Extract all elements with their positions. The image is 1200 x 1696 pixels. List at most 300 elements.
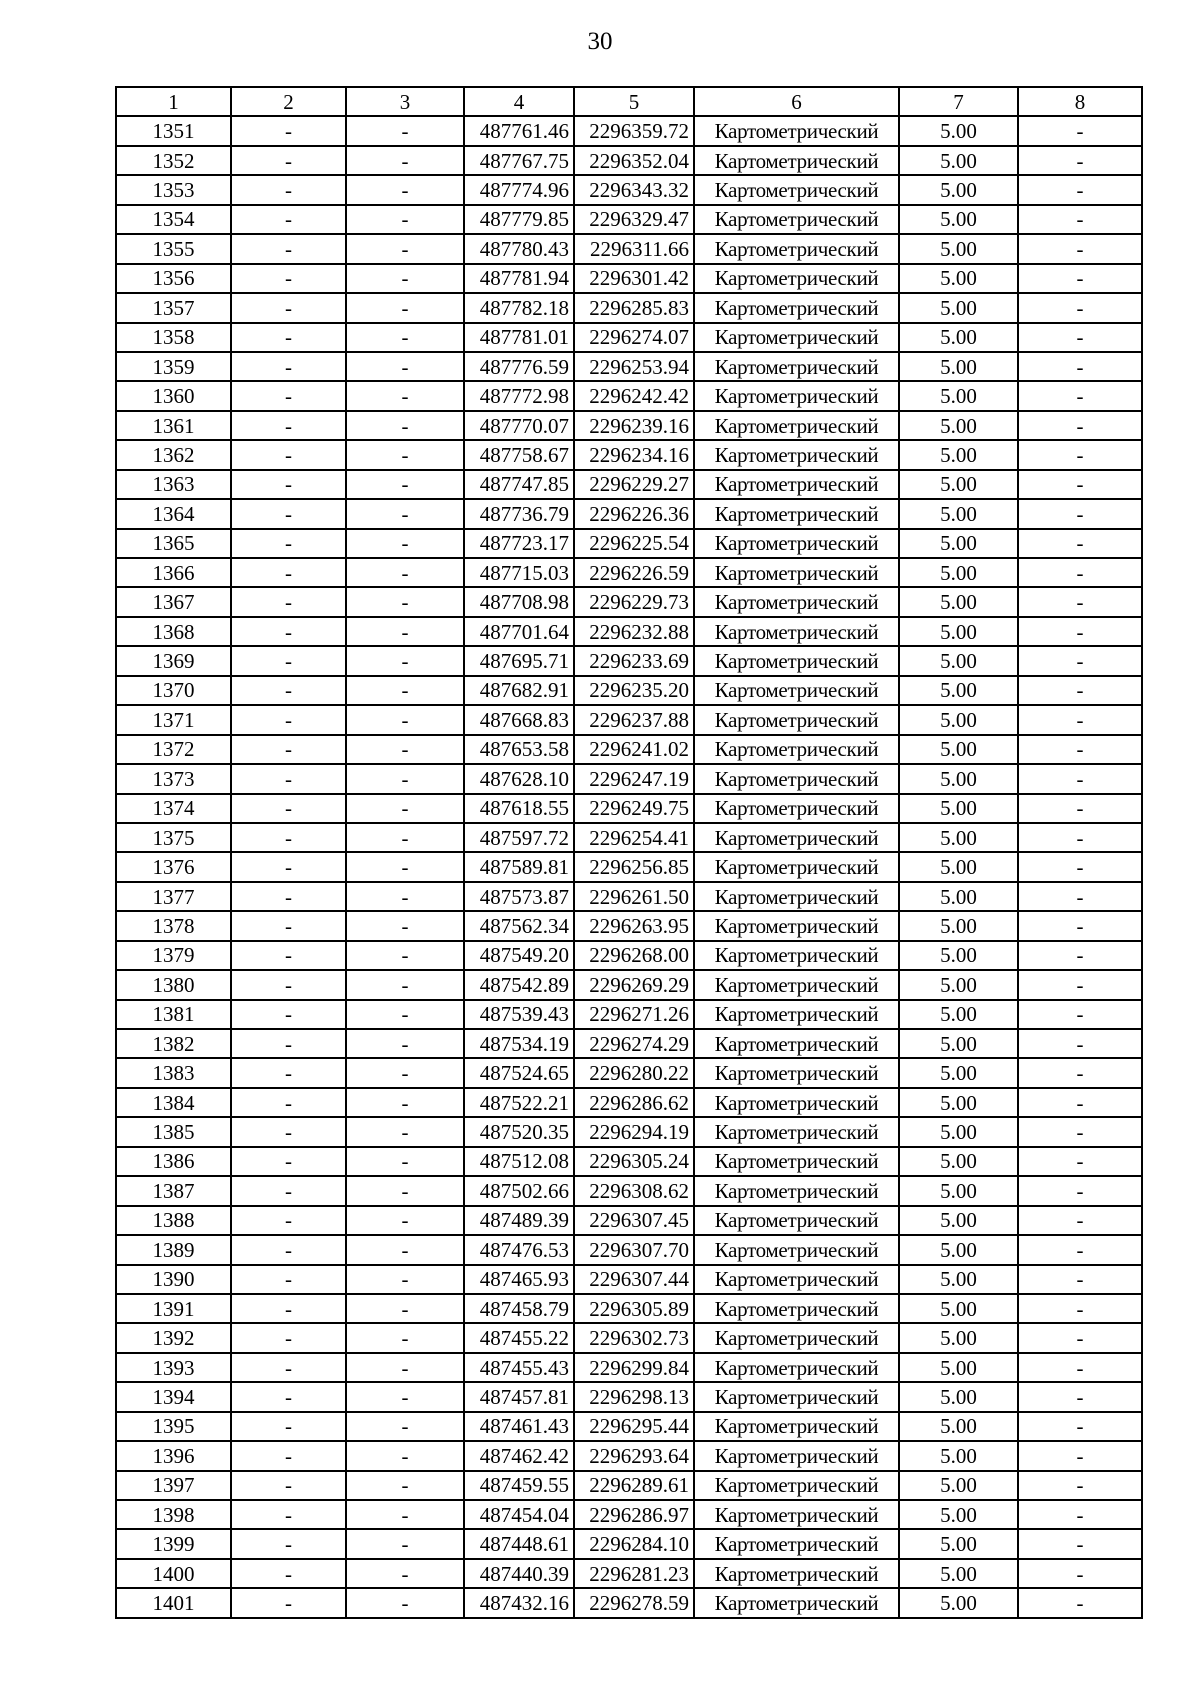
table-row <box>116 1029 1142 1058</box>
coord-y-cell: 2296234.16 <box>574 440 694 469</box>
point-number-cell: 1351 <box>116 116 231 145</box>
cell-3: - <box>346 381 464 410</box>
coord-y-cell: 2296269.29 <box>574 970 694 999</box>
cell-3: - <box>346 676 464 705</box>
table-row <box>116 1441 1142 1470</box>
method-cell: Картометрический <box>694 1265 899 1294</box>
point-number-cell: 1393 <box>116 1353 231 1382</box>
table-row <box>116 264 1142 293</box>
point-number-cell: 1368 <box>116 617 231 646</box>
point-number-cell: 1380 <box>116 970 231 999</box>
coord-x-cell: 487781.94 <box>464 264 574 293</box>
point-number-cell: 1388 <box>116 1206 231 1235</box>
coord-x-cell: 487695.71 <box>464 646 574 675</box>
coordinates-table <box>115 86 1143 1619</box>
method-cell: Картометрический <box>694 175 899 204</box>
coord-x-cell: 487455.43 <box>464 1353 574 1382</box>
coord-y-cell: 2296253.94 <box>574 352 694 381</box>
point-number-cell: 1381 <box>116 1000 231 1029</box>
cell-3: - <box>346 234 464 263</box>
point-number-cell: 1355 <box>116 234 231 263</box>
accuracy-cell: 5.00 <box>899 617 1018 646</box>
coord-x-cell: 487448.61 <box>464 1529 574 1558</box>
point-number-cell: 1359 <box>116 352 231 381</box>
point-number-cell: 1369 <box>116 646 231 675</box>
cell-8: - <box>1018 794 1142 823</box>
cell-3: - <box>346 146 464 175</box>
cell-8: - <box>1018 440 1142 469</box>
table-row <box>116 293 1142 322</box>
method-cell: Картометрический <box>694 146 899 175</box>
cell-2: - <box>231 1471 346 1500</box>
method-cell: Картометрический <box>694 882 899 911</box>
cell-2: - <box>231 911 346 940</box>
cell-2: - <box>231 1265 346 1294</box>
coord-y-cell: 2296226.59 <box>574 558 694 587</box>
cell-2: - <box>231 1058 346 1087</box>
accuracy-cell: 5.00 <box>899 1471 1018 1500</box>
cell-2: - <box>231 587 346 616</box>
accuracy-cell: 5.00 <box>899 646 1018 675</box>
method-cell: Картометрический <box>694 1176 899 1205</box>
cell-8: - <box>1018 1176 1142 1205</box>
coord-y-cell: 2296229.27 <box>574 470 694 499</box>
coord-y-cell: 2296293.64 <box>574 1441 694 1470</box>
point-number-cell: 1365 <box>116 529 231 558</box>
cell-2: - <box>231 558 346 587</box>
coord-y-cell: 2296343.32 <box>574 175 694 204</box>
coord-y-cell: 2296235.20 <box>574 676 694 705</box>
method-cell: Картометрический <box>694 381 899 410</box>
method-cell: Картометрический <box>694 558 899 587</box>
cell-3: - <box>346 1206 464 1235</box>
cell-2: - <box>231 646 346 675</box>
coord-x-cell: 487618.55 <box>464 794 574 823</box>
coord-x-cell: 487462.42 <box>464 1441 574 1470</box>
coord-x-cell: 487454.04 <box>464 1500 574 1529</box>
coord-x-cell: 487767.75 <box>464 146 574 175</box>
point-number-cell: 1366 <box>116 558 231 587</box>
method-cell: Картометрический <box>694 264 899 293</box>
coord-x-cell: 487542.89 <box>464 970 574 999</box>
cell-2: - <box>231 1235 346 1264</box>
table-row <box>116 529 1142 558</box>
table-row <box>116 1206 1142 1235</box>
point-number-cell: 1385 <box>116 1117 231 1146</box>
coord-x-cell: 487589.81 <box>464 852 574 881</box>
table-row <box>116 676 1142 705</box>
accuracy-cell: 5.00 <box>899 1000 1018 1029</box>
point-number-cell: 1389 <box>116 1235 231 1264</box>
cell-8: - <box>1018 941 1142 970</box>
coord-x-cell: 487502.66 <box>464 1176 574 1205</box>
table-row <box>116 1000 1142 1029</box>
cell-3: - <box>346 823 464 852</box>
column-header: 8 <box>1018 87 1142 116</box>
cell-3: - <box>346 1294 464 1323</box>
coord-x-cell: 487549.20 <box>464 941 574 970</box>
coord-y-cell: 2296299.84 <box>574 1353 694 1382</box>
cell-2: - <box>231 264 346 293</box>
coord-x-cell: 487758.67 <box>464 440 574 469</box>
point-number-cell: 1379 <box>116 941 231 970</box>
coord-y-cell: 2296286.97 <box>574 1500 694 1529</box>
cell-8: - <box>1018 146 1142 175</box>
point-number-cell: 1358 <box>116 323 231 352</box>
accuracy-cell: 5.00 <box>899 1529 1018 1558</box>
table-row <box>116 705 1142 734</box>
column-header: 4 <box>464 87 574 116</box>
point-number-cell: 1371 <box>116 705 231 734</box>
point-number-cell: 1401 <box>116 1588 231 1617</box>
table-row <box>116 1529 1142 1558</box>
accuracy-cell: 5.00 <box>899 558 1018 587</box>
accuracy-cell: 5.00 <box>899 323 1018 352</box>
cell-3: - <box>346 735 464 764</box>
cell-2: - <box>231 116 346 145</box>
cell-2: - <box>231 1353 346 1382</box>
cell-2: - <box>231 1206 346 1235</box>
cell-8: - <box>1018 1441 1142 1470</box>
cell-3: - <box>346 1000 464 1029</box>
method-cell: Картометрический <box>694 705 899 734</box>
cell-8: - <box>1018 1058 1142 1087</box>
method-cell: Картометрический <box>694 1441 899 1470</box>
accuracy-cell: 5.00 <box>899 470 1018 499</box>
cell-8: - <box>1018 1559 1142 1588</box>
cell-2: - <box>231 1382 346 1411</box>
coord-y-cell: 2296295.44 <box>574 1412 694 1441</box>
cell-3: - <box>346 323 464 352</box>
accuracy-cell: 5.00 <box>899 1088 1018 1117</box>
coord-y-cell: 2296311.66 <box>574 234 694 263</box>
cell-3: - <box>346 1147 464 1176</box>
method-cell: Картометрический <box>694 1353 899 1382</box>
method-cell: Картометрический <box>694 1559 899 1588</box>
cell-8: - <box>1018 1529 1142 1558</box>
method-cell: Картометрический <box>694 911 899 940</box>
column-header: 2 <box>231 87 346 116</box>
point-number-cell: 1364 <box>116 499 231 528</box>
table-row <box>116 1117 1142 1146</box>
cell-3: - <box>346 764 464 793</box>
cell-3: - <box>346 1235 464 1264</box>
coord-x-cell: 487522.21 <box>464 1088 574 1117</box>
cell-2: - <box>231 1176 346 1205</box>
accuracy-cell: 5.00 <box>899 676 1018 705</box>
coord-x-cell: 487780.43 <box>464 234 574 263</box>
point-number-cell: 1395 <box>116 1412 231 1441</box>
accuracy-cell: 5.00 <box>899 1382 1018 1411</box>
accuracy-cell: 5.00 <box>899 234 1018 263</box>
cell-8: - <box>1018 1588 1142 1617</box>
cell-3: - <box>346 705 464 734</box>
coord-x-cell: 487562.34 <box>464 911 574 940</box>
cell-8: - <box>1018 470 1142 499</box>
cell-8: - <box>1018 1500 1142 1529</box>
table-row <box>116 852 1142 881</box>
cell-3: - <box>346 264 464 293</box>
point-number-cell: 1394 <box>116 1382 231 1411</box>
cell-2: - <box>231 1500 346 1529</box>
point-number-cell: 1377 <box>116 882 231 911</box>
accuracy-cell: 5.00 <box>899 1500 1018 1529</box>
coord-x-cell: 487747.85 <box>464 470 574 499</box>
point-number-cell: 1353 <box>116 175 231 204</box>
method-cell: Картометрический <box>694 1206 899 1235</box>
cell-3: - <box>346 440 464 469</box>
table-row <box>116 411 1142 440</box>
coord-x-cell: 487776.59 <box>464 352 574 381</box>
accuracy-cell: 5.00 <box>899 1117 1018 1146</box>
method-cell: Картометрический <box>694 352 899 381</box>
point-number-cell: 1354 <box>116 205 231 234</box>
cell-8: - <box>1018 911 1142 940</box>
coord-y-cell: 2296307.70 <box>574 1235 694 1264</box>
point-number-cell: 1356 <box>116 264 231 293</box>
cell-8: - <box>1018 1265 1142 1294</box>
accuracy-cell: 5.00 <box>899 1206 1018 1235</box>
method-cell: Картометрический <box>694 852 899 881</box>
coord-y-cell: 2296239.16 <box>574 411 694 440</box>
accuracy-cell: 5.00 <box>899 146 1018 175</box>
cell-3: - <box>346 1323 464 1352</box>
accuracy-cell: 5.00 <box>899 1029 1018 1058</box>
cell-3: - <box>346 1265 464 1294</box>
cell-8: - <box>1018 175 1142 204</box>
cell-8: - <box>1018 676 1142 705</box>
cell-2: - <box>231 411 346 440</box>
point-number-cell: 1398 <box>116 1500 231 1529</box>
point-number-cell: 1378 <box>116 911 231 940</box>
column-header: 7 <box>899 87 1018 116</box>
coord-y-cell: 2296352.04 <box>574 146 694 175</box>
coord-y-cell: 2296233.69 <box>574 646 694 675</box>
table-row <box>116 1147 1142 1176</box>
method-cell: Картометрический <box>694 1294 899 1323</box>
cell-2: - <box>231 882 346 911</box>
coord-y-cell: 2296307.45 <box>574 1206 694 1235</box>
table-row <box>116 234 1142 263</box>
method-cell: Картометрический <box>694 116 899 145</box>
coord-x-cell: 487455.22 <box>464 1323 574 1352</box>
cell-3: - <box>346 1529 464 1558</box>
column-header: 6 <box>694 87 899 116</box>
method-cell: Картометрический <box>694 1058 899 1087</box>
cell-3: - <box>346 617 464 646</box>
cell-2: - <box>231 1088 346 1117</box>
table-row <box>116 941 1142 970</box>
coord-x-cell: 487524.65 <box>464 1058 574 1087</box>
coord-y-cell: 2296274.07 <box>574 323 694 352</box>
coord-y-cell: 2296329.47 <box>574 205 694 234</box>
cell-8: - <box>1018 1323 1142 1352</box>
coord-y-cell: 2296261.50 <box>574 882 694 911</box>
cell-8: - <box>1018 116 1142 145</box>
cell-2: - <box>231 293 346 322</box>
cell-2: - <box>231 1529 346 1558</box>
accuracy-cell: 5.00 <box>899 264 1018 293</box>
accuracy-cell: 5.00 <box>899 823 1018 852</box>
cell-3: - <box>346 1559 464 1588</box>
coord-y-cell: 2296305.24 <box>574 1147 694 1176</box>
point-number-cell: 1399 <box>116 1529 231 1558</box>
cell-8: - <box>1018 1147 1142 1176</box>
table-row <box>116 1412 1142 1441</box>
cell-8: - <box>1018 1412 1142 1441</box>
cell-3: - <box>346 911 464 940</box>
cell-2: - <box>231 499 346 528</box>
accuracy-cell: 5.00 <box>899 1058 1018 1087</box>
table-row <box>116 1058 1142 1087</box>
cell-8: - <box>1018 1088 1142 1117</box>
cell-8: - <box>1018 558 1142 587</box>
cell-3: - <box>346 1412 464 1441</box>
coord-x-cell: 487489.39 <box>464 1206 574 1235</box>
cell-2: - <box>231 1588 346 1617</box>
cell-3: - <box>346 1441 464 1470</box>
method-cell: Картометрический <box>694 1235 899 1264</box>
method-cell: Картометрический <box>694 1029 899 1058</box>
cell-3: - <box>346 205 464 234</box>
method-cell: Картометрический <box>694 411 899 440</box>
accuracy-cell: 5.00 <box>899 352 1018 381</box>
method-cell: Картометрический <box>694 617 899 646</box>
page-number: 30 <box>587 28 613 55</box>
cell-8: - <box>1018 293 1142 322</box>
method-cell: Картометрический <box>694 205 899 234</box>
cell-3: - <box>346 1058 464 1087</box>
cell-2: - <box>231 941 346 970</box>
cell-8: - <box>1018 1206 1142 1235</box>
cell-8: - <box>1018 323 1142 352</box>
coord-y-cell: 2296302.73 <box>574 1323 694 1352</box>
method-cell: Картометрический <box>694 1323 899 1352</box>
accuracy-cell: 5.00 <box>899 1147 1018 1176</box>
coord-y-cell: 2296301.42 <box>574 264 694 293</box>
accuracy-cell: 5.00 <box>899 882 1018 911</box>
method-cell: Картометрический <box>694 764 899 793</box>
coord-x-cell: 487628.10 <box>464 764 574 793</box>
cell-2: - <box>231 676 346 705</box>
cell-3: - <box>346 116 464 145</box>
cell-8: - <box>1018 646 1142 675</box>
point-number-cell: 1382 <box>116 1029 231 1058</box>
cell-2: - <box>231 1000 346 1029</box>
table-row <box>116 175 1142 204</box>
cell-8: - <box>1018 234 1142 263</box>
coord-y-cell: 2296249.75 <box>574 794 694 823</box>
table-row <box>116 440 1142 469</box>
method-cell: Картометрический <box>694 735 899 764</box>
coord-x-cell: 487781.01 <box>464 323 574 352</box>
accuracy-cell: 5.00 <box>899 852 1018 881</box>
accuracy-cell: 5.00 <box>899 911 1018 940</box>
accuracy-cell: 5.00 <box>899 970 1018 999</box>
accuracy-cell: 5.00 <box>899 1176 1018 1205</box>
cell-2: - <box>231 1412 346 1441</box>
point-number-cell: 1392 <box>116 1323 231 1352</box>
cell-8: - <box>1018 1471 1142 1500</box>
table-row <box>116 352 1142 381</box>
accuracy-cell: 5.00 <box>899 116 1018 145</box>
point-number-cell: 1373 <box>116 764 231 793</box>
coord-x-cell: 487597.72 <box>464 823 574 852</box>
cell-3: - <box>346 1353 464 1382</box>
cell-3: - <box>346 970 464 999</box>
cell-2: - <box>231 764 346 793</box>
cell-2: - <box>231 146 346 175</box>
cell-2: - <box>231 852 346 881</box>
accuracy-cell: 5.00 <box>899 1235 1018 1264</box>
cell-3: - <box>346 646 464 675</box>
method-cell: Картометрический <box>694 1147 899 1176</box>
cell-2: - <box>231 735 346 764</box>
coord-x-cell: 487736.79 <box>464 499 574 528</box>
coord-x-cell: 487668.83 <box>464 705 574 734</box>
table-row <box>116 1323 1142 1352</box>
method-cell: Картометрический <box>694 470 899 499</box>
table-row <box>116 970 1142 999</box>
accuracy-cell: 5.00 <box>899 1353 1018 1382</box>
cell-8: - <box>1018 1117 1142 1146</box>
accuracy-cell: 5.00 <box>899 764 1018 793</box>
point-number-cell: 1367 <box>116 587 231 616</box>
accuracy-cell: 5.00 <box>899 440 1018 469</box>
table-row <box>116 470 1142 499</box>
cell-3: - <box>346 882 464 911</box>
point-number-cell: 1352 <box>116 146 231 175</box>
cell-8: - <box>1018 587 1142 616</box>
cell-8: - <box>1018 411 1142 440</box>
cell-2: - <box>231 823 346 852</box>
table-row <box>116 1500 1142 1529</box>
point-number-cell: 1362 <box>116 440 231 469</box>
point-number-cell: 1383 <box>116 1058 231 1087</box>
cell-8: - <box>1018 1235 1142 1264</box>
point-number-cell: 1384 <box>116 1088 231 1117</box>
table-row <box>116 1382 1142 1411</box>
point-number-cell: 1357 <box>116 293 231 322</box>
method-cell: Картометрический <box>694 1500 899 1529</box>
coord-x-cell: 487770.07 <box>464 411 574 440</box>
coord-y-cell: 2296226.36 <box>574 499 694 528</box>
coord-y-cell: 2296229.73 <box>574 587 694 616</box>
cell-3: - <box>346 352 464 381</box>
cell-2: - <box>231 234 346 263</box>
cell-3: - <box>346 1500 464 1529</box>
method-cell: Картометрический <box>694 1117 899 1146</box>
cell-2: - <box>231 1323 346 1352</box>
cell-3: - <box>346 1029 464 1058</box>
method-cell: Картометрический <box>694 234 899 263</box>
point-number-cell: 1372 <box>116 735 231 764</box>
accuracy-cell: 5.00 <box>899 941 1018 970</box>
cell-8: - <box>1018 882 1142 911</box>
cell-2: - <box>231 323 346 352</box>
table-row <box>116 823 1142 852</box>
cell-2: - <box>231 352 346 381</box>
cell-3: - <box>346 1117 464 1146</box>
cell-3: - <box>346 794 464 823</box>
point-number-cell: 1374 <box>116 794 231 823</box>
cell-2: - <box>231 1117 346 1146</box>
point-number-cell: 1396 <box>116 1441 231 1470</box>
accuracy-cell: 5.00 <box>899 499 1018 528</box>
coord-y-cell: 2296280.22 <box>574 1058 694 1087</box>
column-header: 3 <box>346 87 464 116</box>
table-row <box>116 116 1142 145</box>
